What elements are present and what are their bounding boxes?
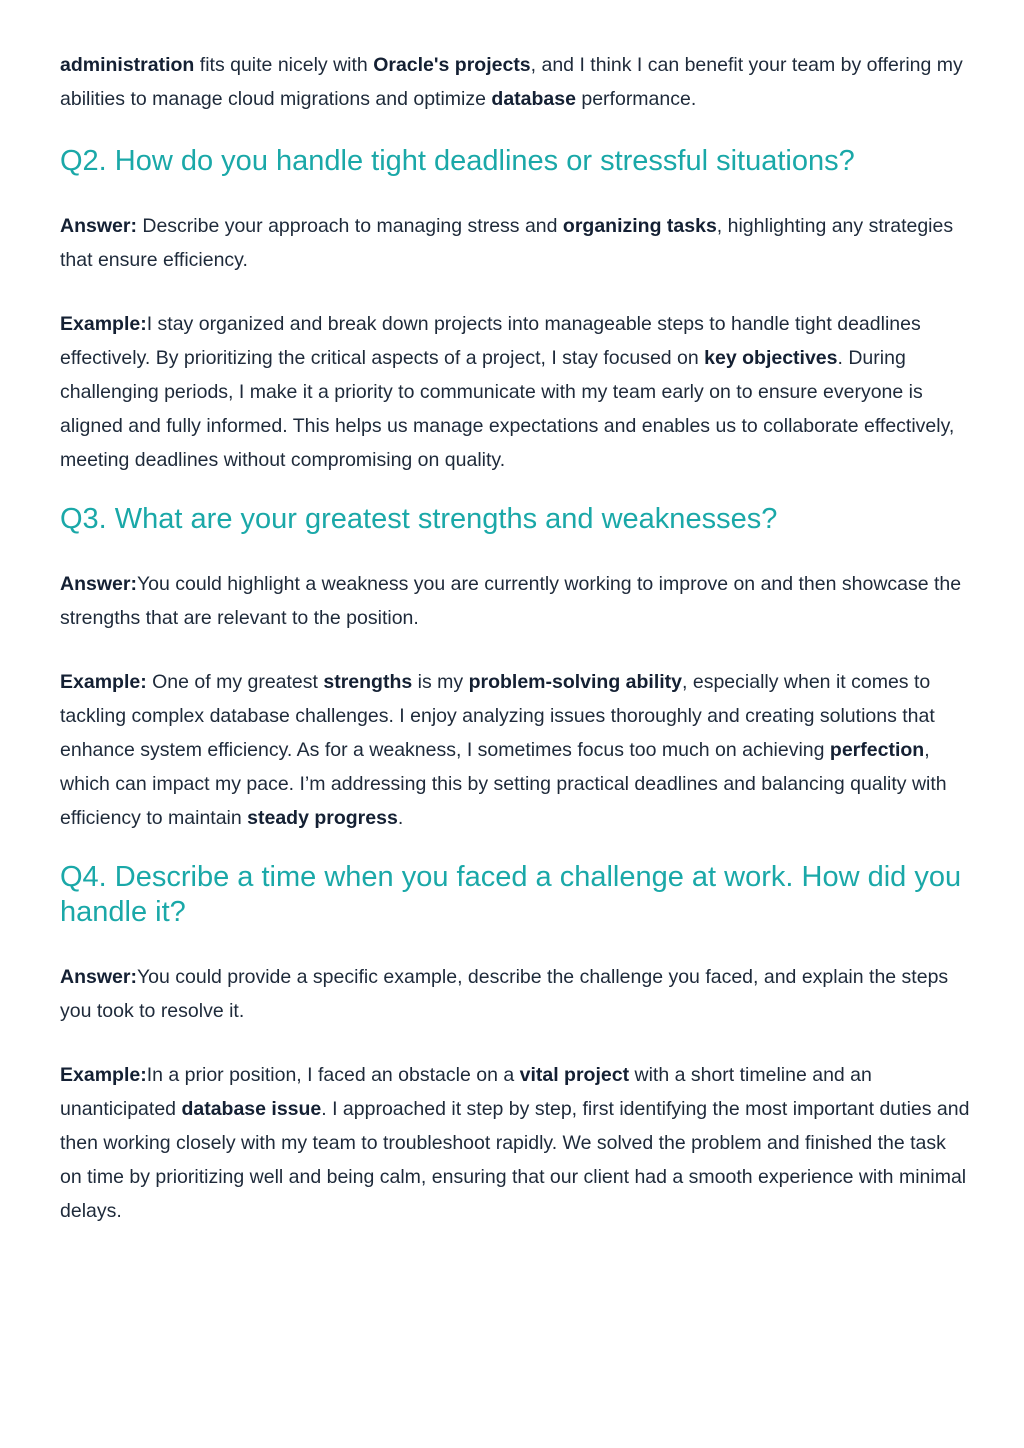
answer-paragraph [60,960,972,1028]
example-label: Example: [60,313,147,335]
example-bold-term: strengths [323,671,413,693]
example-text: . During challenging periods, I make it a priority to communicate with my team early on to ensure everyone is aligned and fully informed. This helps us manage expectations and enables us to collaborate effectively, meeting deadlines without compromising on quality. [60,347,955,471]
example-text: In a prior position, I faced an obstacle on a [146,1064,520,1086]
example-text: , which can impact my pace. I’m addressing this by setting practical deadlines and balancing quality with efficiency to maintain [60,739,947,829]
intro-bold-term: administration [60,54,195,76]
question-section-q3 [60,502,972,835]
example-paragraph [60,665,972,835]
answer-label: Answer: [60,966,137,988]
intro-bold-term: Oracle's projects [373,54,531,76]
question-heading: Q3. What are your greatest strengths and weaknesses? [60,503,778,535]
question-section-q4 [60,860,972,1228]
document-page [60,48,972,1228]
example-paragraph [60,307,972,477]
example-text: , especially when it comes to tackling complex database challenges. I enjoy analyzing issues thoroughly and creating solutions that enhance system efficiency. As for a weakness, I sometimes focus too much on achieving [60,671,935,761]
question-heading: Q2. How do you handle tight deadlines or stressful situations? [60,145,855,177]
question-section-q2 [60,144,972,477]
answer-text: Describe your approach to managing stress and [136,215,563,237]
example-text: with a short timeline and an unanticipated [60,1064,872,1120]
answer-text: You could highlight a weakness you are currently working to improve on and then showcase the strengths that are relevant to the position. [60,573,962,629]
answer-bold-term: organizing tasks [562,215,717,237]
answer-paragraph [60,209,972,277]
example-paragraph [60,1058,972,1228]
intro-bold-term: database [491,88,576,110]
answer-text: , highlighting any strategies that ensure efficiency. [60,215,954,271]
example-bold-term: vital project [519,1064,630,1086]
answer-text: You could provide a specific example, describe the challenge you faced, and explain the steps you took to resolve it. [60,966,949,1022]
intro-paragraph [60,48,972,116]
intro-text: fits quite nicely with [194,54,374,76]
answer-paragraph [60,567,972,635]
example-bold-term: problem-solving ability [468,671,683,693]
example-label: Example: [60,671,147,693]
example-bold-term: steady progress [247,807,398,829]
example-text: . I approached it step by step, first identifying the most important duties and then working closely with my team to troubleshoot rapidly. We solved the problem and finished the task on time by prioritizing well and being calm, ensuring that our client had a smooth experience with minimal delays. [60,1098,970,1222]
example-text: One of my greatest [146,671,324,693]
intro-text: , and I think I can benefit your team by offering my abilities to manage cloud migrations and optimize [60,54,963,110]
answer-label: Answer: [60,573,137,595]
intro-text: performance. [575,88,697,110]
example-text: . [397,807,404,829]
question-heading: Q4. Describe a time when you faced a challenge at work. How did you handle it? [60,861,962,928]
example-bold-term: perfection [829,739,925,761]
example-label: Example: [60,1064,147,1086]
answer-label: Answer: [60,215,137,237]
example-bold-term: database issue [181,1098,322,1120]
example-bold-term: key objectives [704,347,838,369]
example-text: is my [412,671,469,693]
example-text: I stay organized and break down projects into manageable steps to handle tight deadlines effectively. By prioritizing the critical aspects of a project, I stay focused on [60,313,921,369]
